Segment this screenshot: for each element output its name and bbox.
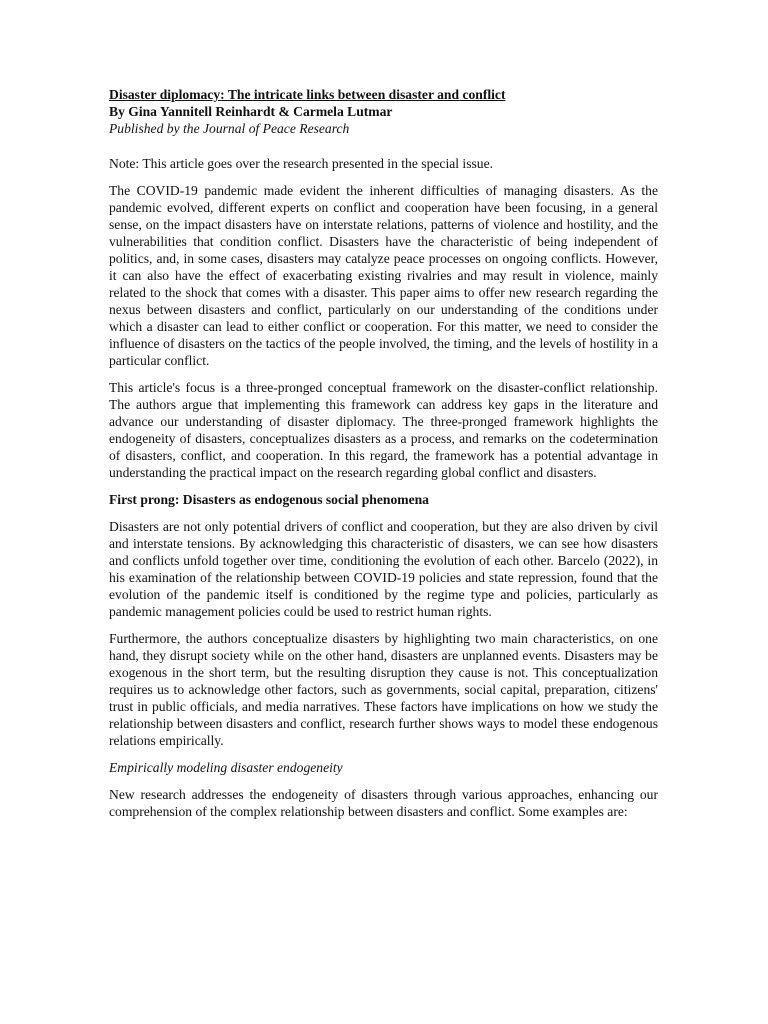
conceptualization-paragraph: Furthermore, the authors conceptualize disasters by highlighting two main characteristics, on one hand, they disrupt society while on the other hand, disasters are unplanned events. Disasters may be exogenous in the short term, but the resulting disruption they cause is not. This conceptualization requires us to acknowledge other factors, such as governments, social capital, preparation, citizens' trust in public officials, and media narratives. These factors have implications on how we study the relationship between disasters and conflict, research further shows ways to model these endogenous relations empirically. (109, 631, 658, 748)
subsection-heading-modeling: Empirically modeling disaster endogeneity (109, 760, 343, 775)
framework-paragraph: This article's focus is a three-pronged conceptual framework on the disaster-conflict relationship. The authors argue that implementing this framework can address key gaps in the literature and advance our understanding of disaster diplomacy. The three-pronged framework highlights the endogeneity of disasters, conceptualizes disasters as a process, and remarks on the codetermination of disasters, conflict, and cooperation. In this regard, the framework has a potential advantage in understanding the practical impact on the research regarding global conflict and disasters. (109, 380, 658, 480)
modeling-paragraph: New research addresses the endogeneity of disasters through various approaches, enhancing our comprehension of the complex relationship between disasters and conflict. Some examples are: (109, 787, 658, 819)
article-title: Disaster diplomacy: The intricate links between disaster and conflict (109, 87, 506, 102)
article-publisher: Published by the Journal of Peace Research (109, 121, 350, 136)
endogenous-paragraph: Disasters are not only potential drivers of conflict and cooperation, but they are also driven by civil and interstate tensions. By acknowledging this characteristic of disasters, we can see how disasters and conflicts unfold together over time, conditioning the evolution of each other. Barcelo (2022), in his examination of the relationship between COVID-19 policies and state repression, found that the evolution of the pandemic itself is conditioned by the regime type and policies, particularly as pandemic management policies could be used to restrict human rights. (109, 519, 658, 619)
article-authors: By Gina Yannitell Reinhardt & Carmela Lutmar (109, 104, 393, 119)
intro-paragraph: The COVID-19 pandemic made evident the inherent difficulties of managing disasters. As the pandemic evolved, different experts on conflict and cooperation have been focusing, in a general sense, on the impact disasters have on interstate relations, patterns of violence and hostility, and the vulnerabilities that condition conflict. Disasters have the characteristic of being independent of politics, and, in some cases, disasters may catalyze peace processes on ongoing conflicts. However, it can also have the effect of exacerbating existing rivalries and may result in violence, mainly related to the shock that comes with a disaster. This paper aims to offer new research regarding the nexus between disasters and conflict, particularly on our understanding of the conditions under which a disaster can lead to either conflict or cooperation. For this matter, we need to consider the influence of disasters on the tactics of the people involved, the timing, and the levels of hostility in a particular conflict. (109, 183, 658, 368)
section-heading-first-prong: First prong: Disasters as endogenous social phenomena (109, 492, 429, 507)
note-paragraph: Note: This article goes over the research presented in the special issue. (109, 156, 494, 171)
document-page (109, 86, 658, 830)
